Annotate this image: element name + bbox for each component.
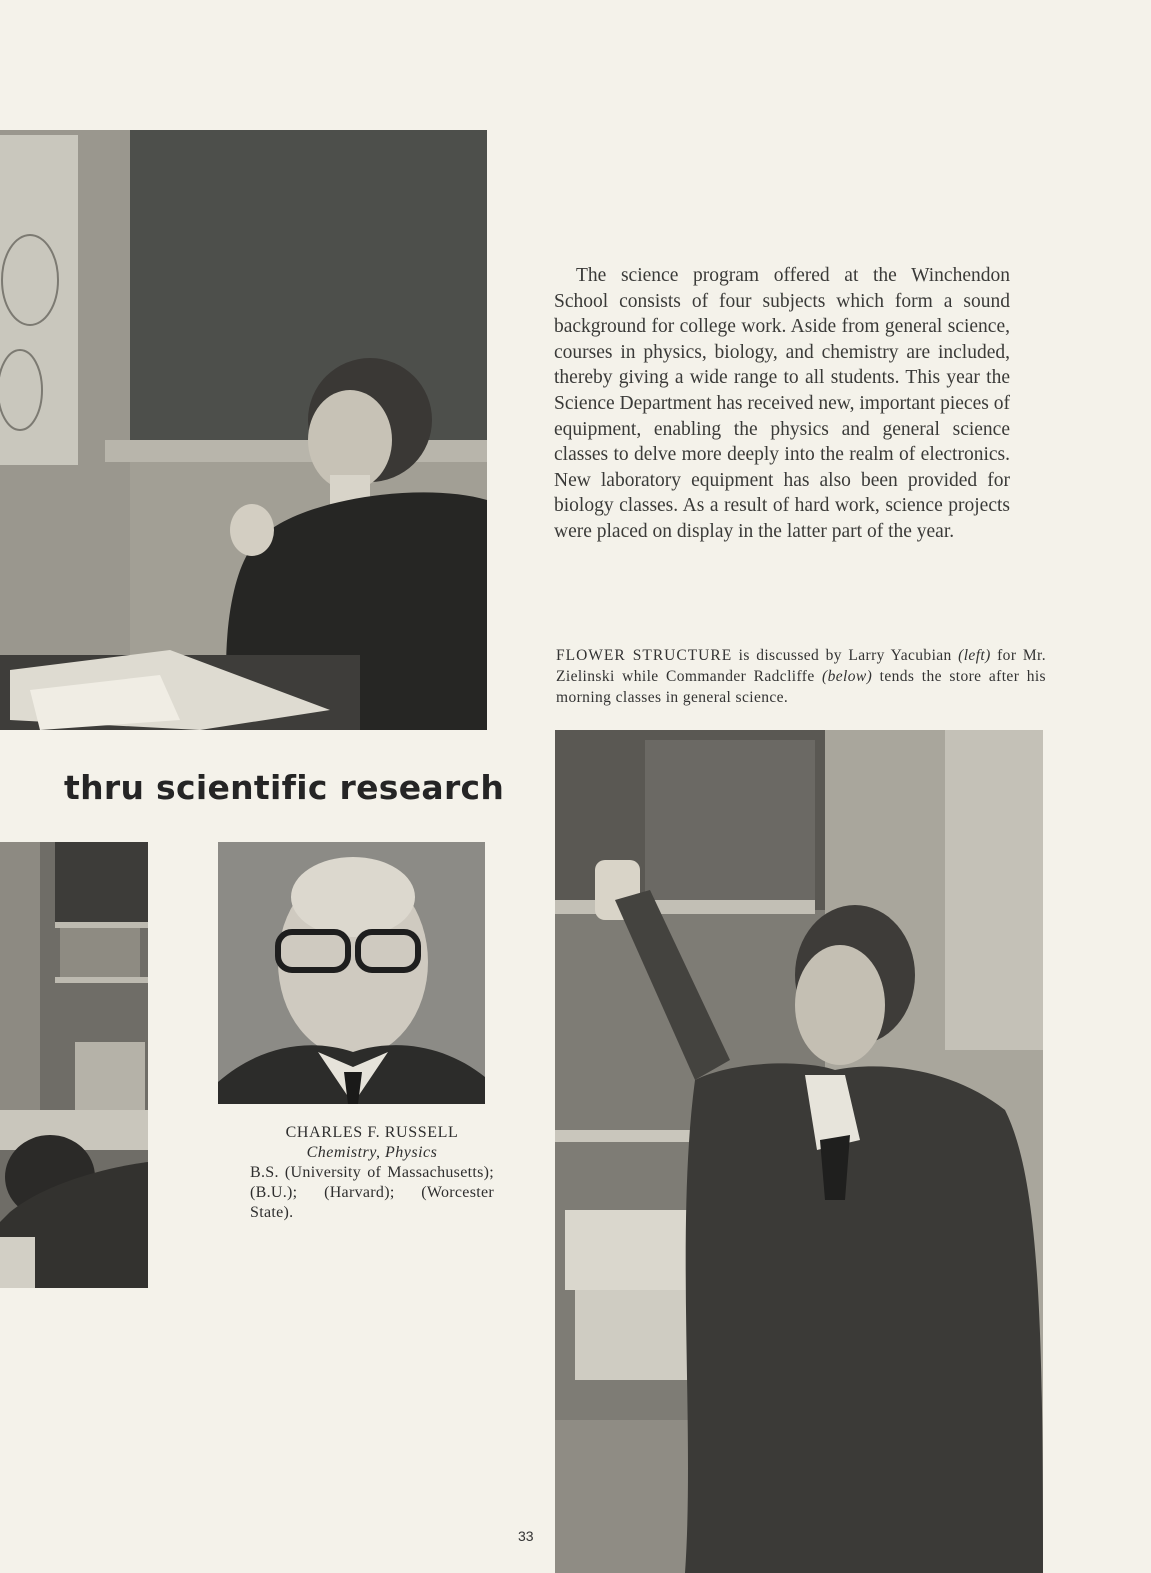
section-headline: thru scientific research bbox=[64, 768, 505, 807]
caption-below-note: (below) bbox=[822, 668, 873, 685]
photo-caption bbox=[556, 645, 1046, 708]
page-number: 33 bbox=[518, 1528, 534, 1544]
faculty-subjects: Chemistry, Physics bbox=[306, 1144, 438, 1161]
portrait-charles-f-russell bbox=[218, 842, 485, 1104]
faculty-bio bbox=[250, 1123, 494, 1223]
caption-lead: FLOWER STRUCTURE bbox=[556, 647, 733, 664]
faculty-degrees: B.S. (University of Massachusetts); (B.U.); (Harvard); (Worcester State). bbox=[250, 1164, 494, 1221]
article-body-text: The science program offered at the Winchendon School consists of four subjects which form a sound background for college work. Aside from general science, courses in physics, biology, and chemistry are included, thereby giving a wide range to all students. This year the Science Department has received new, important pieces of equipment, enabling the physics and general science classes to delve more deeply into the realm of electronics. New laboratory equipment has also been provided for biology classes. As a result of hard work, science projects were placed on display in the latter part of the year. bbox=[554, 265, 1010, 542]
photo-students-lab bbox=[0, 842, 148, 1288]
caption-part-3: tends the store after his morning classes in general science. bbox=[556, 668, 1046, 706]
photo-student-at-blackboard bbox=[0, 130, 487, 730]
photo-store-shelves bbox=[555, 730, 1043, 1573]
caption-part-1: is discussed by Larry Yacubian bbox=[732, 647, 959, 664]
caption-part-2: for Mr. Zielinski while Commander Radcliffe bbox=[556, 647, 1046, 685]
faculty-name: CHARLES F. RUSSELL bbox=[285, 1124, 459, 1141]
caption-left-note: (left) bbox=[958, 647, 991, 664]
